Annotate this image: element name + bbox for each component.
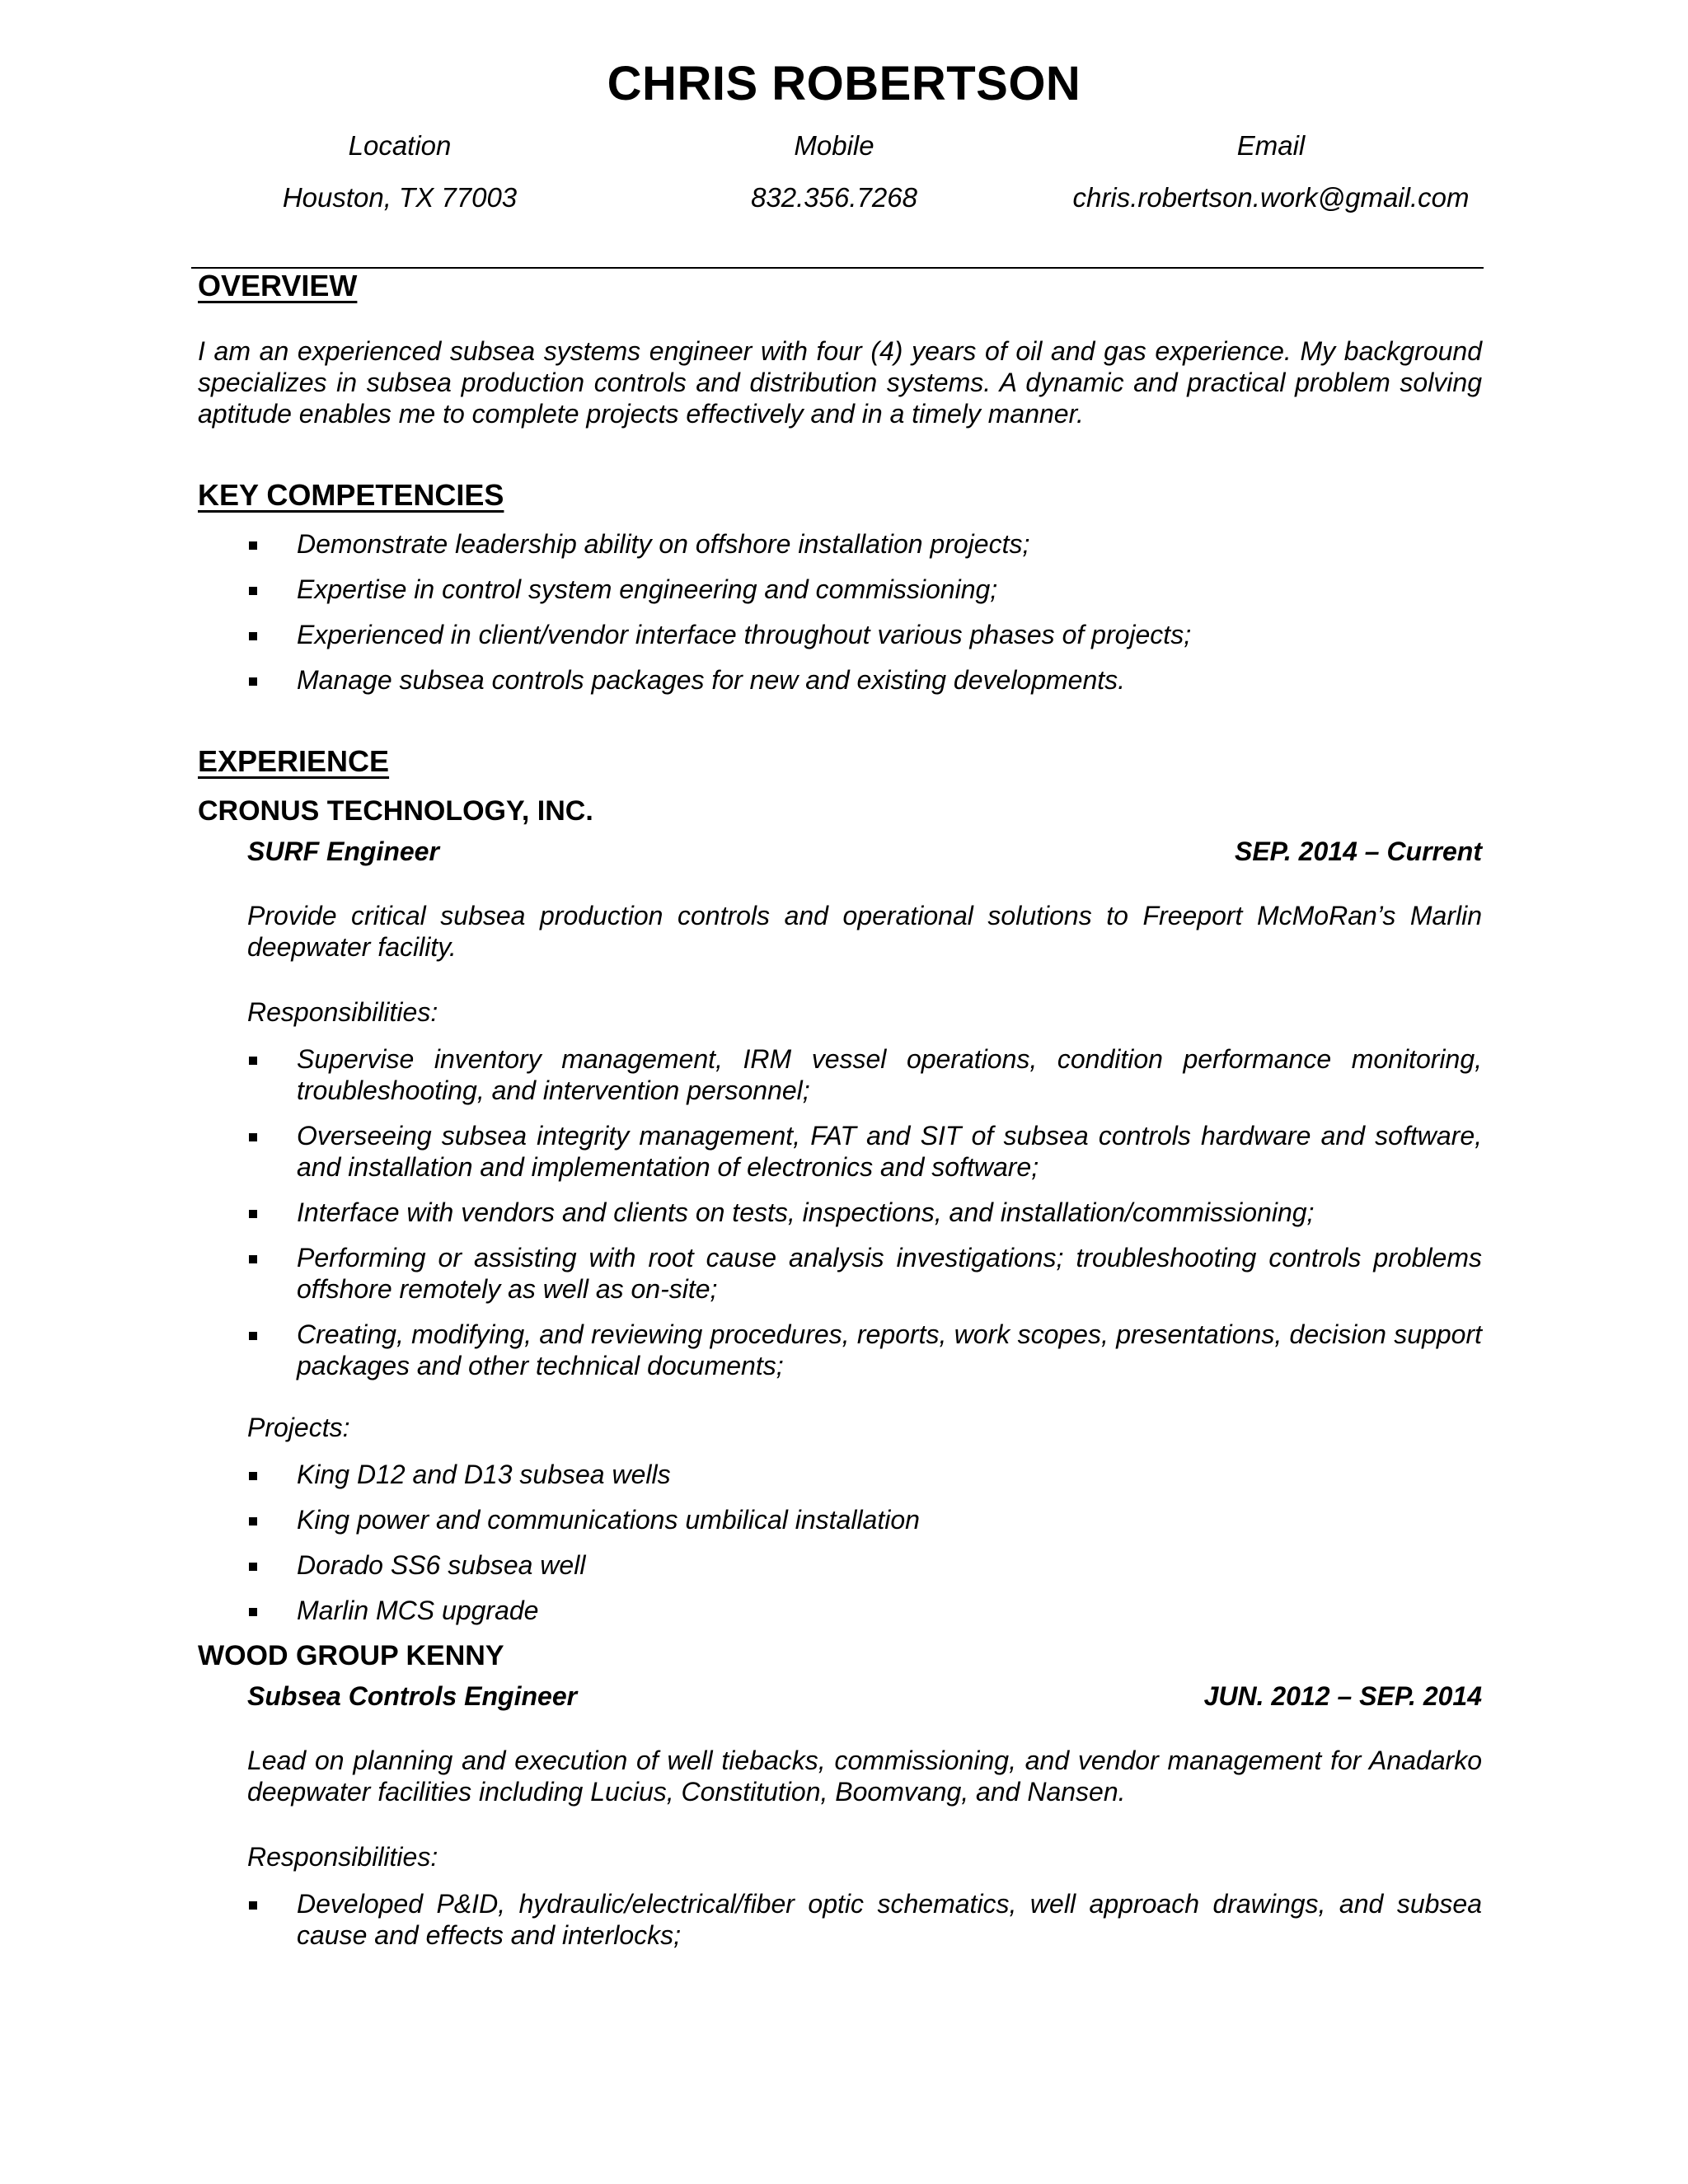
contact-email (982, 130, 1559, 213)
list-item (247, 1197, 1482, 1228)
bullet-icon (249, 1133, 257, 1141)
list-item (247, 1120, 1482, 1183)
job-summary: Lead on planning and execution of well tiebacks, commissioning, and vendor management for Anadarko deepwater facilities including Lucius, Constitution, Boomvang, and Nansen. (247, 1746, 1482, 1807)
competency-text: Manage subsea controls packages for new and existing developments. (297, 665, 1126, 695)
contact-mobile-label: Mobile (794, 130, 874, 161)
resume-name: CHRIS ROBERTSON (607, 57, 1081, 110)
competencies-list (247, 528, 1482, 696)
projects-list (247, 1459, 1482, 1626)
list-item (247, 574, 1482, 605)
overview-text: I am an experienced subsea systems engineer with four (4) years of oil and gas experience. My background specializes in subsea production controls and distribution systems. A dynamic and practical problem solving aptitude enables me to complete projects effectively and in a timely manner. (198, 336, 1482, 429)
bullet-icon (249, 541, 257, 550)
list-item (247, 1459, 1482, 1490)
bullet-icon (249, 1332, 257, 1340)
list-item (247, 1888, 1482, 1951)
responsibility-text: Supervise inventory management, IRM vessel operations, condition performance monitoring, troubleshooting, and intervention personnel; (297, 1044, 1482, 1105)
project-text: King power and communications umbilical installation (297, 1505, 920, 1535)
job-role-row (247, 1681, 1482, 1712)
job-summary: Provide critical subsea production controls and operational solutions to Freeport McMoRan’s Marlin deepwater facility. (247, 901, 1482, 962)
job-dates: SEP. 2014 – Current (1234, 837, 1482, 866)
bullet-icon (249, 1210, 257, 1218)
contact-location-label: Location (348, 130, 452, 161)
job-dates: JUN. 2012 – SEP. 2014 (1203, 1681, 1482, 1711)
bullet-icon (249, 1563, 257, 1571)
contact-email-value: chris.robertson.work@gmail.com (1072, 182, 1470, 213)
bullet-icon (249, 1517, 257, 1526)
project-text: Marlin MCS upgrade (297, 1596, 539, 1625)
projects-label: Projects: (247, 1413, 350, 1442)
competency-text: Demonstrate leadership ability on offshore installation projects; (297, 529, 1030, 559)
responsibilities-list (247, 1888, 1482, 1951)
list-item (247, 1242, 1482, 1305)
list-item (247, 1504, 1482, 1535)
bullet-icon (249, 1608, 257, 1616)
overview-heading: OVERVIEW (198, 269, 358, 302)
experience-heading: EXPERIENCE (198, 744, 390, 778)
job-company: WOOD GROUP KENNY (198, 1640, 504, 1671)
responsibility-text: Developed P&ID, hydraulic/electrical/fiber optic schematics, well approach drawings, and subsea cause and effects and interlocks; (297, 1889, 1482, 1950)
job-title: Subsea Controls Engineer (247, 1681, 578, 1711)
responsibility-text: Creating, modifying, and reviewing procedures, reports, work scopes, presentations, decision support packages and other technical documents; (297, 1319, 1482, 1380)
competency-text: Experienced in client/vendor interface throughout various phases of projects; (297, 620, 1192, 649)
contact-location-value: Houston, TX 77003 (282, 182, 518, 213)
responsibilities-label: Responsibilities: (247, 997, 438, 1027)
responsibilities-label: Responsibilities: (247, 1842, 438, 1872)
job-role-row (247, 837, 1482, 867)
list-item (247, 1043, 1482, 1106)
responsibility-text: Performing or assisting with root cause analysis investigations; troubleshooting controls problems offshore remotely as well as on-site; (297, 1243, 1482, 1304)
job-title: SURF Engineer (247, 837, 439, 866)
project-text: Dorado SS6 subsea well (297, 1550, 586, 1580)
competencies-heading: KEY COMPETENCIES (198, 478, 504, 512)
bullet-icon (249, 1255, 257, 1263)
list-item (247, 528, 1482, 560)
bullet-icon (249, 1901, 257, 1910)
list-item (247, 1319, 1482, 1381)
bullet-icon (249, 1057, 257, 1065)
bullet-icon (249, 632, 257, 640)
project-text: King D12 and D13 subsea wells (297, 1460, 671, 1489)
list-item (247, 1549, 1482, 1581)
responsibility-text: Interface with vendors and clients on tests, inspections, and installation/commissioning; (297, 1197, 1315, 1227)
contact-email-label: Email (1236, 130, 1306, 161)
list-item (247, 664, 1482, 696)
list-item (247, 619, 1482, 650)
job-company: CRONUS TECHNOLOGY, INC. (198, 795, 593, 827)
list-item (247, 1595, 1482, 1626)
bullet-icon (249, 677, 257, 686)
responsibility-text: Overseeing subsea integrity management, FAT and SIT of subsea controls hardware and software, and installation and implementation of electronics and software; (297, 1121, 1482, 1182)
bullet-icon (249, 1472, 257, 1480)
responsibilities-list (247, 1043, 1482, 1381)
header-divider (191, 267, 1484, 269)
bullet-icon (249, 587, 257, 595)
contact-mobile-value: 832.356.7268 (751, 182, 917, 213)
competency-text: Expertise in control system engineering and commissioning; (297, 574, 998, 604)
